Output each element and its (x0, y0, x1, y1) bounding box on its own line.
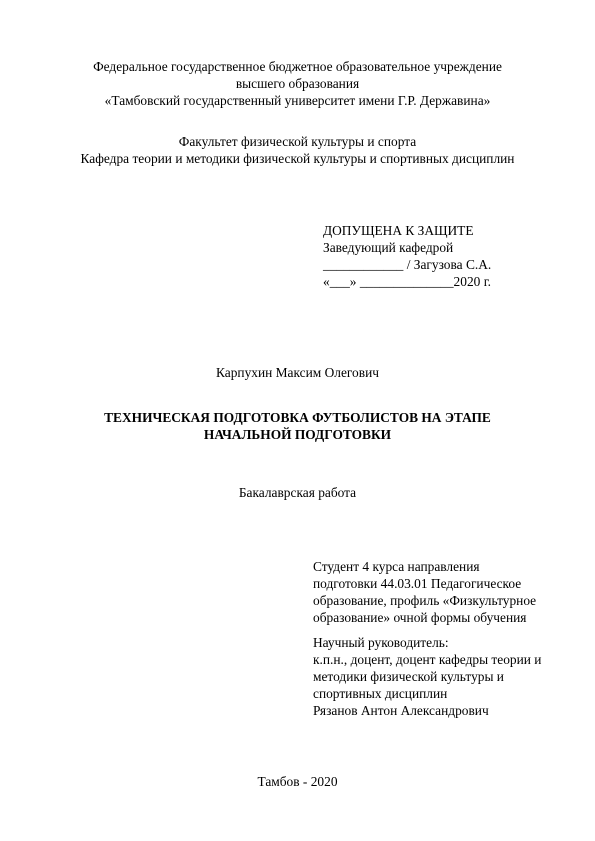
admission-date-line: «___» ______________2020 г. (323, 274, 492, 289)
admission-role: Заведующий кафедрой (323, 240, 454, 255)
city-year-text: Тамбов - 2020 (257, 774, 338, 789)
supervisor-line: спортивных дисциплин (313, 686, 448, 701)
supervisor-line: методики физической культуры и (313, 669, 504, 684)
faculty-name: Факультет физической культуры и спорта (178, 134, 417, 149)
institution-line: «Тамбовский государственный университет имени Г.Р. Державина» (104, 93, 491, 108)
admission-block (323, 222, 491, 290)
supervisor-block (313, 634, 541, 719)
institution-line: Федеральное государственное бюджетное образовательное учреждение (93, 59, 502, 74)
work-type (0, 484, 595, 501)
department-name: Кафедра теории и методики физической культуры и спортивных дисциплин (80, 151, 515, 166)
author-name (0, 364, 595, 381)
admission-heading: ДОПУЩЕНА К ЗАЩИТЕ (323, 223, 474, 238)
student-info-line: Студент 4 курса направления (313, 559, 480, 574)
city-year (0, 773, 595, 790)
institution-line: высшего образования (235, 76, 360, 91)
faculty-block (0, 133, 595, 167)
supervisor-line: к.п.н., доцент, доцент кафедры теории и (313, 652, 542, 667)
institution-header (0, 58, 595, 109)
supervisor-line: Научный руководитель: (313, 635, 449, 650)
thesis-title-line: ТЕХНИЧЕСКАЯ ПОДГОТОВКА ФУТБОЛИСТОВ НА ЭТАПЕ (104, 410, 491, 425)
thesis-title (0, 409, 595, 443)
supervisor-name: Рязанов Антон Александрович (313, 703, 489, 718)
student-info-line: образование, профиль «Физкультурное (313, 593, 537, 608)
student-info-block (313, 558, 536, 626)
student-info-line: образование» очной формы обучения (313, 610, 527, 625)
student-info-line: подготовки 44.03.01 Педагогическое (313, 576, 522, 591)
author-name-text: Карпухин Максим Олегович (216, 365, 379, 380)
work-type-text: Бакалаврская работа (238, 485, 357, 500)
thesis-title-line: НАЧАЛЬНОЙ ПОДГОТОВКИ (203, 427, 392, 442)
admission-signature-line: ____________ / Загузова С.А. (323, 257, 492, 272)
